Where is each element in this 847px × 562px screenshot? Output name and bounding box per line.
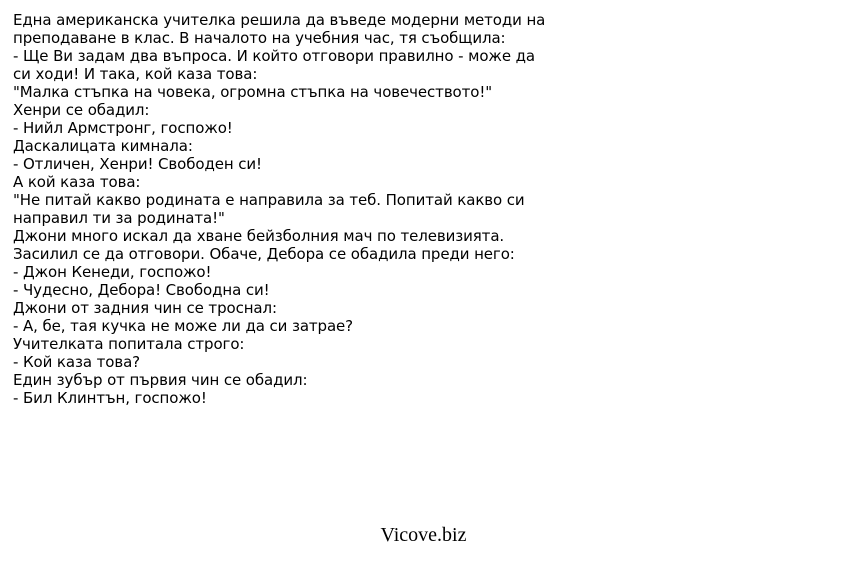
joke-line: - Кой каза това? xyxy=(13,353,141,371)
joke-line: - Ще Ви задам два въпроса. И който отговори правилно - може да xyxy=(13,47,535,65)
joke-line: - Чудесно, Дебора! Свободна си! xyxy=(13,281,270,299)
joke-line: Учителката попитала строго: xyxy=(13,335,245,353)
joke-line: "Малка стъпка на човека, огромна стъпка на човечеството!" xyxy=(13,83,493,101)
joke-line: - Отличен, Хенри! Свободен си! xyxy=(13,155,262,173)
joke-line: Един зубър от първия чин се обадил: xyxy=(13,371,308,389)
joke-line: Джони от задния чин се троснал: xyxy=(13,299,277,317)
joke-line: Засилил се да отговори. Обаче, Дебора се обадила преди него: xyxy=(13,245,515,263)
joke-line: "Не питай какво родината е направила за теб. Попитай какво си xyxy=(13,191,525,209)
joke-line: Даскалицата кимнала: xyxy=(13,137,193,155)
joke-line: Хенри се обадил: xyxy=(13,101,150,119)
site-watermark: Vicove.biz xyxy=(380,524,467,546)
joke-text xyxy=(13,11,833,407)
joke-line: - Бил Клинтън, госпожо! xyxy=(13,389,207,407)
joke-line: - Джон Кенеди, госпожо! xyxy=(13,263,212,281)
joke-line: А кой каза това: xyxy=(13,173,141,191)
joke-line: Една американска учителка решила да въведе модерни методи на xyxy=(13,11,546,29)
joke-line: направил ти за родината!" xyxy=(13,209,225,227)
joke-line: си ходи! И така, кой каза това: xyxy=(13,65,258,83)
joke-line: Джони много искал да хване бейзболния мач по телевизията. xyxy=(13,227,505,245)
joke-line: преподаване в клас. В началото на учебния час, тя съобщила: xyxy=(13,29,506,47)
joke-line: - А, бе, тая кучка не може ли да си затрае? xyxy=(13,317,354,335)
joke-line: - Нийл Армстронг, госпожо! xyxy=(13,119,233,137)
